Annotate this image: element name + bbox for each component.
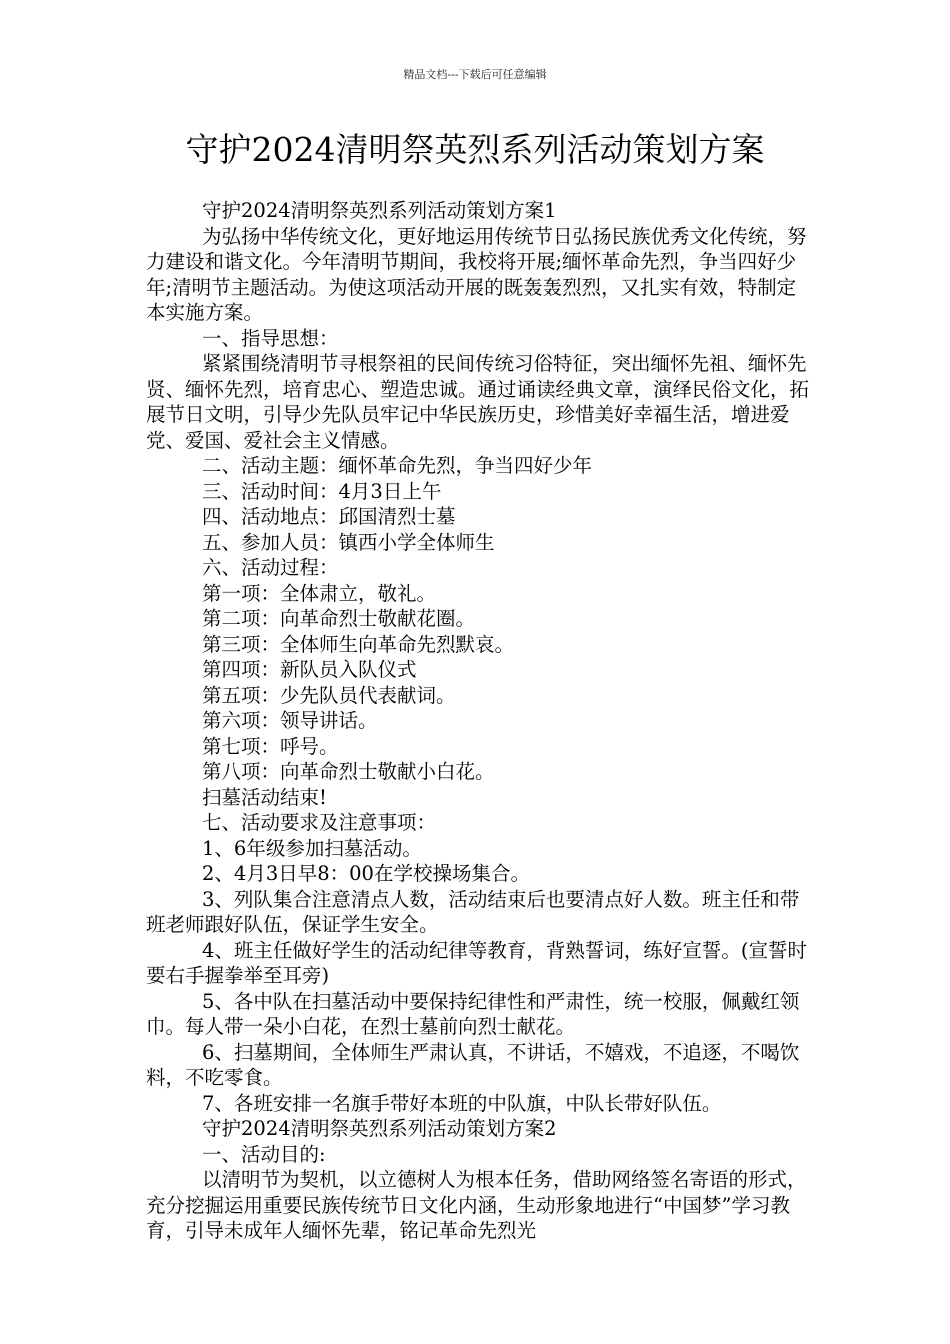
item-activity-time: 三、活动时间：4月3日上午 bbox=[202, 479, 442, 503]
process-step-5: 第五项：少先队员代表献词。 bbox=[202, 683, 456, 707]
process-end: 扫墓活动结束! bbox=[202, 785, 327, 809]
item-activity-location: 四、活动地点：邱国清烈士墓 bbox=[202, 505, 456, 528]
heading-guiding-thought: 一、指导思想： bbox=[202, 326, 339, 350]
heading-activity-purpose: 一、活动目的: bbox=[202, 1142, 326, 1166]
header-note: 精品文档---下载后可任意编辑 bbox=[403, 68, 547, 81]
requirement-2: 2、4月3日早8：00在学校操场集合。 bbox=[202, 862, 530, 885]
heading-requirements: 七、活动要求及注意事项： bbox=[202, 811, 437, 834]
process-step-2: 第二项：向革命烈士敬献花圈。 bbox=[202, 607, 476, 630]
requirement-6: 6、扫墓期间，全体师生严肃认真，不讲话，不嬉戏，不追逐，不喝饮料，不吃零食。 bbox=[146, 1040, 800, 1089]
document-body bbox=[146, 198, 810, 1244]
paragraph-activity-purpose: 以清明节为契机，以立德树人为根本任务，借助网络签名寄语的形式，充分挖掘运用重要民族传统节日文化内涵，生动形象地进行“中国梦”学习教育，引导未成年人缅怀先辈，铭记革命先烈光 bbox=[146, 1168, 807, 1242]
item-participants: 五、参加人员：镇西小学全体师生 bbox=[202, 530, 495, 554]
section-heading-plan-1: 守护2024清明祭英烈系列活动策划方案1 bbox=[202, 199, 557, 222]
heading-activity-process: 六、活动过程： bbox=[202, 556, 339, 579]
section-heading-plan-2: 守护2024清明祭英烈系列活动策划方案2 bbox=[202, 1117, 557, 1140]
requirement-1: 1、6年级参加扫墓活动。 bbox=[202, 836, 422, 860]
process-step-7: 第七项：呼号。 bbox=[202, 734, 339, 758]
paragraph-guiding-thought: 紧紧围绕清明节寻根祭祖的民间传统习俗特征，突出缅怀先祖、缅怀先贤、缅怀先烈，培育忠心、塑造忠诚。通过诵读经典文章，演绎民俗文化，拓展节日文明，引导少先队员牢记中华民族历史，珍惜美好幸福生活，增进爱党、爱国、爱社会主义情感。 bbox=[146, 352, 810, 452]
process-step-8: 第八项：向革命烈士敬献小白花。 bbox=[202, 760, 495, 783]
item-activity-theme: 二、活动主题：缅怀革命先烈，争当四好少年 bbox=[202, 454, 593, 477]
requirement-7: 7、各班安排一名旗手带好本班的中队旗，中队长带好队伍。 bbox=[202, 1091, 722, 1115]
requirement-3: 3、列队集合注意清点人数，活动结束后也要清点好人数。班主任和带班老师跟好队伍，保证学生安全。 bbox=[146, 887, 800, 936]
process-step-3: 第三项：全体师生向革命先烈默哀。 bbox=[202, 632, 515, 656]
process-step-6: 第六项：领导讲话。 bbox=[202, 709, 378, 732]
process-step-1: 第一项：全体肃立，敬礼。 bbox=[202, 581, 437, 605]
paragraph-intro: 为弘扬中华传统文化，更好地运用传统节日弘扬民族优秀文化传统，努力建设和谐文化。今年清明节期间，我校将开展;缅怀革命先烈，争当四好少年;清明节主题活动。为使这项活动开展的既轰轰烈烈，又扎实有效，特制定本实施方案。 bbox=[146, 224, 807, 324]
requirement-4: 4、班主任做好学生的活动纪律等教育，背熟誓词，练好宣誓。(宣誓时要右手握拳举至耳旁) bbox=[146, 938, 808, 987]
requirement-5: 5、各中队在扫墓活动中要保持纪律性和严肃性，统一校服，佩戴红领巾。每人带一朵小白花，在烈士墓前向烈士献花。 bbox=[146, 989, 800, 1038]
document-title: 守护2024清明祭英烈系列活动策划方案 bbox=[185, 130, 765, 169]
process-step-4: 第四项：新队员入队仪式 bbox=[202, 658, 417, 681]
